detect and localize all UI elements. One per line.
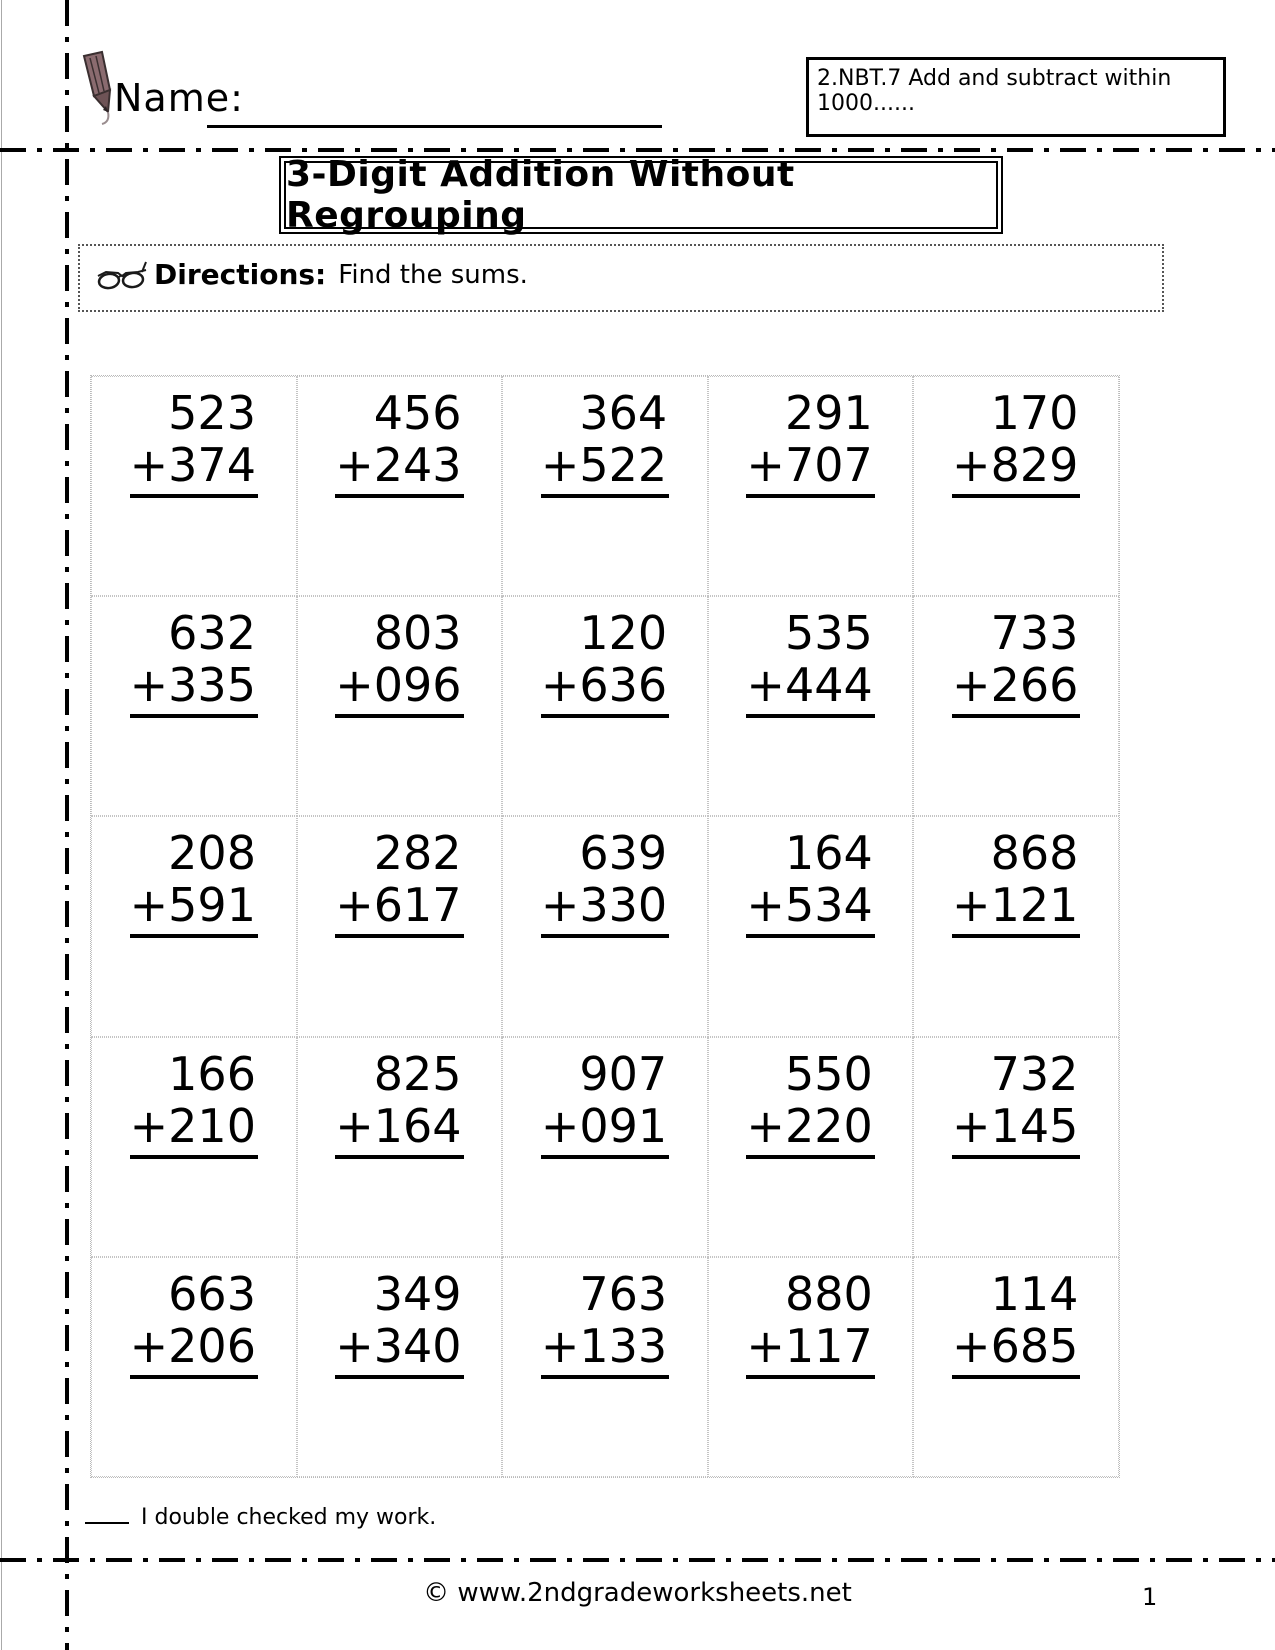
addend-top: 349 xyxy=(373,1266,462,1321)
addend-bottom-row xyxy=(130,439,258,498)
addition-problem xyxy=(335,1268,463,1379)
addition-problem xyxy=(130,607,258,718)
addend-bottom: 243 xyxy=(373,438,462,492)
problems-grid xyxy=(90,375,1120,1478)
addend-bottom-row xyxy=(541,659,669,718)
name-label: Name: xyxy=(114,76,244,120)
addend-top: 364 xyxy=(579,386,668,440)
plus-sign: + xyxy=(129,1098,169,1153)
addend-top: 456 xyxy=(373,386,462,440)
plus-sign: + xyxy=(746,1318,785,1373)
addend-bottom: 164 xyxy=(373,1098,462,1153)
addend-top: 170 xyxy=(990,386,1079,440)
check-blank-line[interactable] xyxy=(85,1500,129,1524)
plus-sign: + xyxy=(335,1098,374,1153)
addend-bottom-row xyxy=(335,659,463,718)
addend-bottom-row xyxy=(746,659,874,718)
addend-top: 632 xyxy=(168,606,256,661)
addition-problem xyxy=(746,1048,874,1159)
addition-problem xyxy=(335,387,463,498)
problem-cell xyxy=(913,816,1119,1036)
addition-problem xyxy=(952,1268,1080,1379)
addend-bottom-row xyxy=(952,1100,1080,1159)
addition-problem xyxy=(746,607,874,718)
standard-box xyxy=(806,57,1226,137)
addend-bottom: 206 xyxy=(168,1318,256,1373)
addend-bottom: 133 xyxy=(579,1318,668,1373)
problem-cell xyxy=(708,596,914,816)
addend-bottom: 266 xyxy=(990,658,1079,713)
double-check-row xyxy=(85,1500,436,1530)
pencil-icon xyxy=(72,50,116,128)
addend-bottom-row xyxy=(130,659,258,718)
problem-cell xyxy=(913,376,1119,596)
plus-sign: + xyxy=(746,878,785,933)
addend-bottom: 444 xyxy=(784,658,873,713)
plus-sign: + xyxy=(746,658,785,713)
problem-cell xyxy=(91,816,297,1036)
plus-sign: + xyxy=(746,438,785,492)
addition-problem xyxy=(130,387,258,498)
addend-top: 663 xyxy=(168,1266,256,1321)
addition-problem xyxy=(130,827,258,938)
addend-top: 907 xyxy=(579,1046,668,1101)
page-number: 1 xyxy=(1142,1583,1158,1611)
plus-sign: + xyxy=(335,658,374,713)
addend-bottom: 636 xyxy=(579,658,668,713)
addend-bottom-row xyxy=(952,439,1080,498)
addend-bottom-row xyxy=(335,439,463,498)
addend-top: 164 xyxy=(784,826,873,881)
problem-cell xyxy=(913,596,1119,816)
addition-problem xyxy=(335,827,463,938)
problem-cell xyxy=(91,596,297,816)
addend-bottom: 534 xyxy=(784,878,873,933)
addend-bottom: 522 xyxy=(579,438,668,492)
problem-cell xyxy=(502,376,708,596)
directions-text: Find the sums. xyxy=(338,260,528,290)
problem-cell xyxy=(708,376,914,596)
title-box xyxy=(279,156,1003,234)
plus-sign: + xyxy=(540,658,580,713)
problem-cell xyxy=(297,1257,503,1477)
addend-top: 550 xyxy=(784,1046,873,1101)
addend-bottom: 117 xyxy=(784,1318,873,1373)
addend-bottom: 121 xyxy=(990,878,1079,933)
problem-cell xyxy=(913,1037,1119,1257)
addend-top: 763 xyxy=(579,1266,668,1321)
addend-bottom-row xyxy=(541,879,669,938)
problem-cell xyxy=(91,376,297,596)
problem-cell xyxy=(708,1257,914,1477)
addend-top: 825 xyxy=(373,1046,462,1101)
plus-sign: + xyxy=(540,878,580,933)
addend-bottom: 340 xyxy=(373,1318,462,1373)
addition-problem xyxy=(335,1048,463,1159)
double-check-text: I double checked my work. xyxy=(141,1505,437,1530)
addend-bottom-row xyxy=(952,659,1080,718)
addend-bottom-row xyxy=(130,1320,258,1379)
addend-bottom-row xyxy=(746,439,874,498)
plus-sign: + xyxy=(746,1098,785,1153)
addition-problem xyxy=(952,1048,1080,1159)
page-title: 3-Digit Addition Without Regrouping xyxy=(286,154,795,236)
problem-cell xyxy=(502,816,708,1036)
problem-cell xyxy=(708,1037,914,1257)
addition-problem xyxy=(541,1048,669,1159)
directions-label: Directions: xyxy=(154,258,327,291)
problem-cell xyxy=(502,1257,708,1477)
directions-box xyxy=(78,244,1164,312)
addend-top: 208 xyxy=(168,826,256,881)
page-edge-line xyxy=(1,0,2,1650)
addition-problem xyxy=(746,827,874,938)
addend-bottom-row xyxy=(335,1100,463,1159)
addend-bottom-row xyxy=(130,879,258,938)
addend-bottom: 330 xyxy=(579,878,668,933)
addend-bottom-row xyxy=(541,1320,669,1379)
problem-cell xyxy=(502,596,708,816)
addition-problem xyxy=(746,1268,874,1379)
addition-problem xyxy=(130,1048,258,1159)
addend-bottom: 335 xyxy=(168,658,256,713)
addend-top: 732 xyxy=(990,1046,1079,1101)
addition-problem xyxy=(952,387,1080,498)
plus-sign: + xyxy=(952,1098,991,1153)
addition-problem xyxy=(541,1268,669,1379)
problem-cell xyxy=(502,1037,708,1257)
addend-bottom-row xyxy=(746,879,874,938)
addend-bottom-row xyxy=(541,439,669,498)
addend-bottom: 096 xyxy=(373,658,462,713)
plus-sign: + xyxy=(335,1318,374,1373)
addend-top: 535 xyxy=(784,606,873,661)
standard-text: 2.NBT.7 Add and subtract within 1000...... xyxy=(817,66,1172,116)
footer-divider-dashdot-line xyxy=(0,1558,1275,1562)
plus-sign: + xyxy=(952,878,991,933)
addend-bottom: 617 xyxy=(373,878,462,933)
problem-cell xyxy=(297,376,503,596)
plus-sign: + xyxy=(129,878,169,933)
plus-sign: + xyxy=(540,1318,580,1373)
addend-top: 166 xyxy=(168,1046,256,1101)
addend-bottom: 685 xyxy=(990,1318,1079,1373)
problem-cell xyxy=(297,1037,503,1257)
plus-sign: + xyxy=(952,1318,991,1373)
addend-bottom: 210 xyxy=(168,1098,256,1153)
addend-bottom: 707 xyxy=(784,438,873,492)
addend-bottom-row xyxy=(952,1320,1080,1379)
addend-top: 733 xyxy=(990,606,1079,661)
addend-bottom-row xyxy=(746,1100,874,1159)
addend-bottom-row xyxy=(541,1100,669,1159)
addend-bottom: 829 xyxy=(990,438,1079,492)
plus-sign: + xyxy=(129,438,169,492)
plus-sign: + xyxy=(540,1098,580,1153)
plus-sign: + xyxy=(540,438,580,492)
problem-cell xyxy=(91,1257,297,1477)
copyright-text: © www.2ndgradeworksheets.net xyxy=(423,1578,852,1608)
addition-problem xyxy=(541,607,669,718)
name-blank-line[interactable] xyxy=(207,96,662,128)
addition-problem xyxy=(952,607,1080,718)
addition-problem xyxy=(541,387,669,498)
addition-problem xyxy=(541,827,669,938)
plus-sign: + xyxy=(335,438,374,492)
addend-top: 803 xyxy=(373,606,462,661)
addition-problem xyxy=(130,1268,258,1379)
problem-cell xyxy=(91,1037,297,1257)
problem-cell xyxy=(297,596,503,816)
addend-bottom-row xyxy=(746,1320,874,1379)
addend-bottom: 091 xyxy=(579,1098,668,1153)
addition-problem xyxy=(746,387,874,498)
title-inner-border xyxy=(284,154,998,236)
problem-cell xyxy=(708,816,914,1036)
problem-cell xyxy=(913,1257,1119,1477)
addition-problem xyxy=(952,827,1080,938)
addend-bottom: 220 xyxy=(784,1098,873,1153)
addend-bottom: 145 xyxy=(990,1098,1079,1153)
addend-top: 120 xyxy=(579,606,668,661)
addend-top: 282 xyxy=(373,826,462,881)
addend-bottom-row xyxy=(952,879,1080,938)
plus-sign: + xyxy=(952,438,991,492)
plus-sign: + xyxy=(129,1318,169,1373)
problem-cell xyxy=(297,816,503,1036)
header-divider-dashdot-line xyxy=(0,148,1275,152)
addend-top: 639 xyxy=(579,826,668,881)
addend-bottom-row xyxy=(130,1100,258,1159)
addend-top: 880 xyxy=(784,1266,873,1321)
addend-bottom: 374 xyxy=(168,438,256,492)
addend-top: 523 xyxy=(168,386,256,440)
addend-bottom-row xyxy=(335,1320,463,1379)
addend-top: 114 xyxy=(990,1266,1079,1321)
plus-sign: + xyxy=(129,658,169,713)
addend-bottom-row xyxy=(335,879,463,938)
plus-sign: + xyxy=(952,658,991,713)
addend-top: 868 xyxy=(990,826,1079,881)
addition-problem xyxy=(335,607,463,718)
addend-top: 291 xyxy=(784,386,873,440)
left-margin-dashdot-line xyxy=(65,0,69,1650)
glasses-icon xyxy=(96,260,148,294)
plus-sign: + xyxy=(335,878,374,933)
addend-bottom: 591 xyxy=(168,878,256,933)
